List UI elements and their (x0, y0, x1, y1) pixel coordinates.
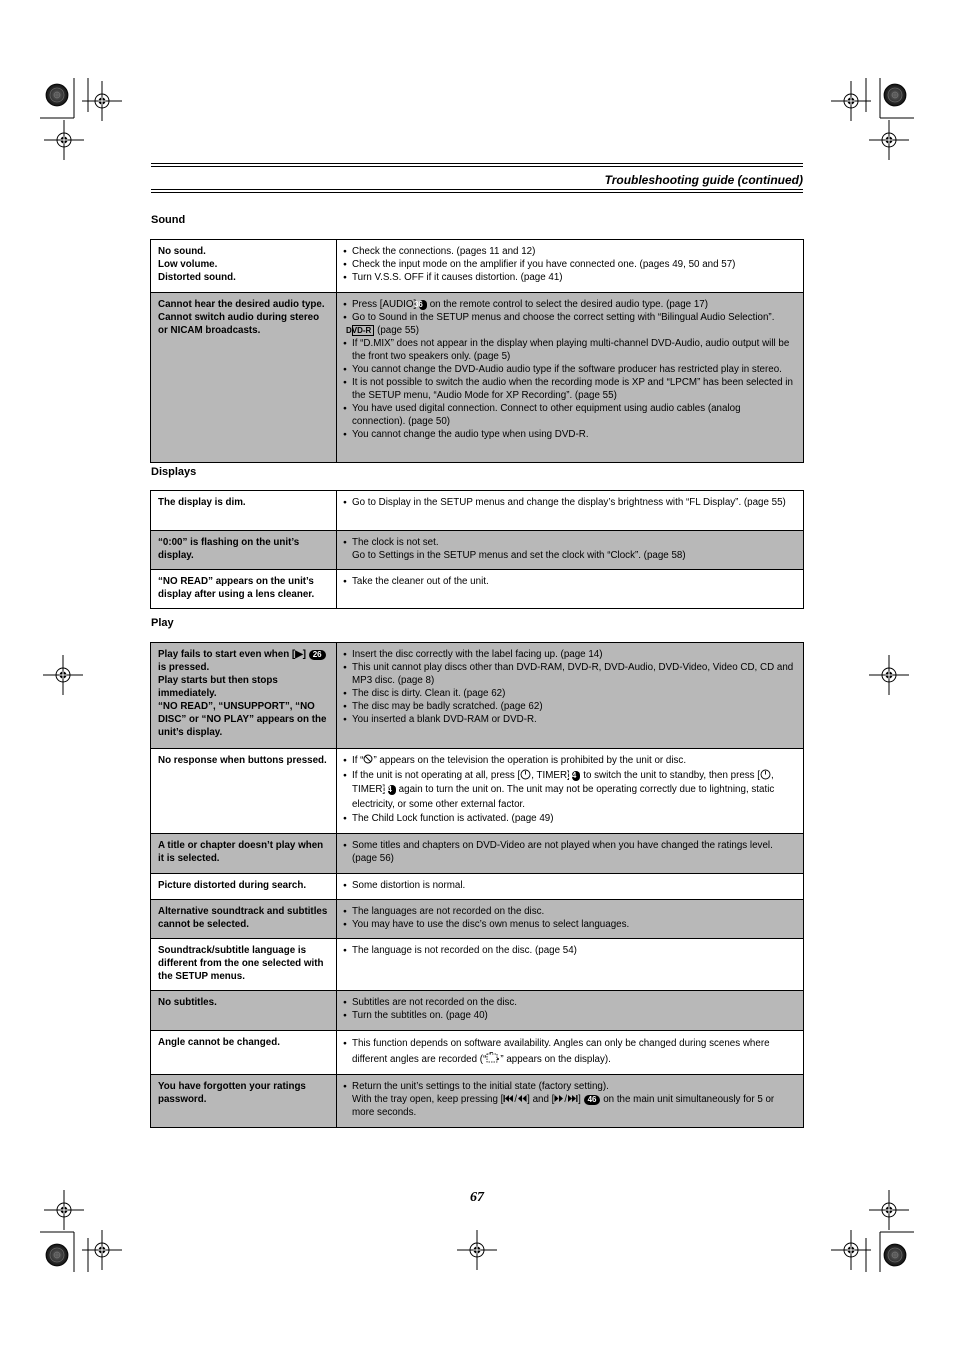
solution-text: , TIMER] (531, 769, 570, 781)
problem-line: Picture distorted during search. (158, 880, 307, 891)
problem-line: Angle cannot be changed. (158, 1037, 280, 1048)
solution-item: ● You may have to use the disc’s own menus to select languages. (343, 918, 796, 931)
solution-text: With the tray open, keep pressing [ (352, 1094, 504, 1105)
solution-item: ● Turn V.S.S. OFF if it causes distortion. (page 41) (343, 271, 796, 284)
solution-text: to switch the unit to standby, then press [ (583, 769, 761, 781)
solution-item: ● Go to Display in the SETUP menus and change the display’s brightness with “FL Display”. (page 55) (343, 496, 796, 509)
solution-text: ” appears on the television the operation is prohibited by the unit or disc. (373, 755, 687, 766)
problem-line: The display is dim. (158, 497, 246, 508)
solution-text: / (514, 1094, 518, 1105)
solution-text: ” appears on the display). (500, 1054, 611, 1065)
problem-line: “0:00” is flashing on the unit’s display. (158, 537, 300, 561)
solution-text: ] (578, 1094, 581, 1105)
solution-item: ● You cannot change the audio type when using DVD-R. (343, 428, 796, 441)
solution-text: Press [AUDIO] (352, 299, 417, 310)
solution-item: ● You cannot change the DVD-Audio audio type if the software producer has restricted play in stereo. (343, 363, 796, 376)
solution-item: ● Check the input mode on the amplifier if you have connected one. (pages 49, 50 and 57) (343, 258, 796, 271)
step-badge: 46 (584, 1095, 601, 1105)
step-badge: 14 (388, 785, 396, 795)
section-title-displays: Displays (151, 466, 197, 478)
solution-text: If “ (352, 755, 364, 766)
step-badge: 26 (309, 650, 326, 660)
solution-text: This function depends on software availability. Angles can only be changed during scenes where different angles are recorded (“ (352, 1038, 770, 1065)
problem-line: A title or chapter doesn’t play when it is selected. (158, 840, 324, 864)
solution-item: ● The clock is not set. (343, 536, 796, 549)
solution-item: ● The Child Lock function is activated. (page 49) (343, 812, 796, 827)
problem-line: Distorted sound. (158, 272, 236, 283)
problem-line: No response when buttons pressed. (158, 755, 327, 766)
problem-line: Alternative soundtrack and subtitles cannot be selected. (158, 906, 328, 930)
solution-item: ● It is not possible to switch the audio when the recording mode is XP and “LPCM” has been selected in the SETUP menu, “Audio Mode for XP Recording”. (page 55) (343, 376, 796, 402)
problem-line: Cannot hear the desired audio type. (158, 299, 325, 310)
problem-line: Play starts but then stops immediately. (158, 675, 278, 699)
section-title-sound: Sound (151, 214, 186, 226)
solution-text: on the remote control to select the desired audio type. (page 17) (429, 299, 709, 310)
solution-item: ● The disc may be badly scratched. (page 62) (343, 700, 796, 713)
solution-item: ● If “D.MIX” does not appear in the display when playing multi-channel DVD-Audio, audio output will be the front two speakers only. (page 5) (343, 337, 796, 363)
problem-line: You have forgotten your ratings password. (158, 1081, 306, 1105)
problem-line: “NO READ” appears on the unit’s display after using a lens cleaner. (158, 576, 315, 600)
problem-text: Play fails to start even when [▶] (158, 649, 306, 660)
solution-item: ● Some distortion is normal. (343, 879, 796, 892)
disc-type-badge: DVD-R (352, 325, 374, 336)
step-badge: 36 (419, 300, 427, 310)
step-badge: 14 (572, 771, 580, 781)
solution-item: ● Some titles and chapters on DVD-Video are not played when you have changed the ratings level. (page 56) (343, 839, 796, 865)
solution-item: ● The disc is dirty. Clean it. (page 62) (343, 687, 796, 700)
solution-item: ● You inserted a blank DVD-RAM or DVD-R. (343, 713, 796, 726)
page-header-title: Troubleshooting guide (continued) (604, 173, 803, 187)
solution-text: Go to Sound in the SETUP menus and choose the correct setting with “Bilingual Audio Selection”. (352, 312, 775, 323)
solution-text: on the main unit simultaneously for 5 or more seconds. (352, 1094, 775, 1118)
solution-text: If the unit is not operating at all, press [ (352, 769, 521, 781)
solution-item: ● Insert the disc correctly with the label facing up. (page 14) (343, 648, 796, 661)
solution-item: ● This unit cannot play discs other than DVD-RAM, DVD-R, DVD-Audio, DVD-Video, Video CD, CD and MP3 disc. (page 8) (343, 661, 796, 687)
solution-text: , TIMER] (352, 769, 774, 795)
solution-item: ● Check the connections. (pages 11 and 12) (343, 245, 796, 258)
solution-item: ● Subtitles are not recorded on the disc. (343, 996, 796, 1009)
section-title-play: Play (151, 617, 174, 629)
problem-line: Cannot switch audio during stereo or NICAM broadcasts. (158, 312, 320, 336)
solution-item-cont: Go to Settings in the SETUP menus and set the clock with “Clock”. (page 58) (352, 550, 686, 561)
solution-text: (page 55) (377, 325, 420, 336)
solution-item: ● Return the unit’s settings to the initial state (factory setting). (343, 1080, 796, 1093)
problem-line: No sound. (158, 246, 206, 257)
problem-line: “NO READ”, “UNSUPPORT”, “NO DISC” or “NO PLAY” appears on the unit’s display. (158, 701, 327, 738)
problem-line: Soundtrack/subtitle language is different from the one selected with the SETUP menus. (158, 945, 324, 982)
solution-text: / (564, 1094, 568, 1105)
solution-text: ] and [ (527, 1094, 555, 1105)
problem-line: No subtitles. (158, 997, 217, 1008)
solution-item: ● The languages are not recorded on the disc. (343, 905, 796, 918)
problem-text: is pressed. (158, 662, 210, 673)
solution-text: again to turn the unit on. The unit may not be operating correctly due to lightning, static electricity, or some other external factor. (352, 784, 775, 810)
solution-item: ● Turn the subtitles on. (page 40) (343, 1009, 796, 1022)
solution-item: ● Take the cleaner out of the unit. (343, 575, 796, 588)
problem-line: Low volume. (158, 259, 218, 270)
solution-item: ● You have used digital connection. Connect to other equipment using audio cables (analog connection). (page 50) (343, 402, 796, 428)
page-number: 67 (470, 1190, 484, 1205)
solution-item: ● The language is not recorded on the disc. (page 54) (343, 944, 796, 957)
